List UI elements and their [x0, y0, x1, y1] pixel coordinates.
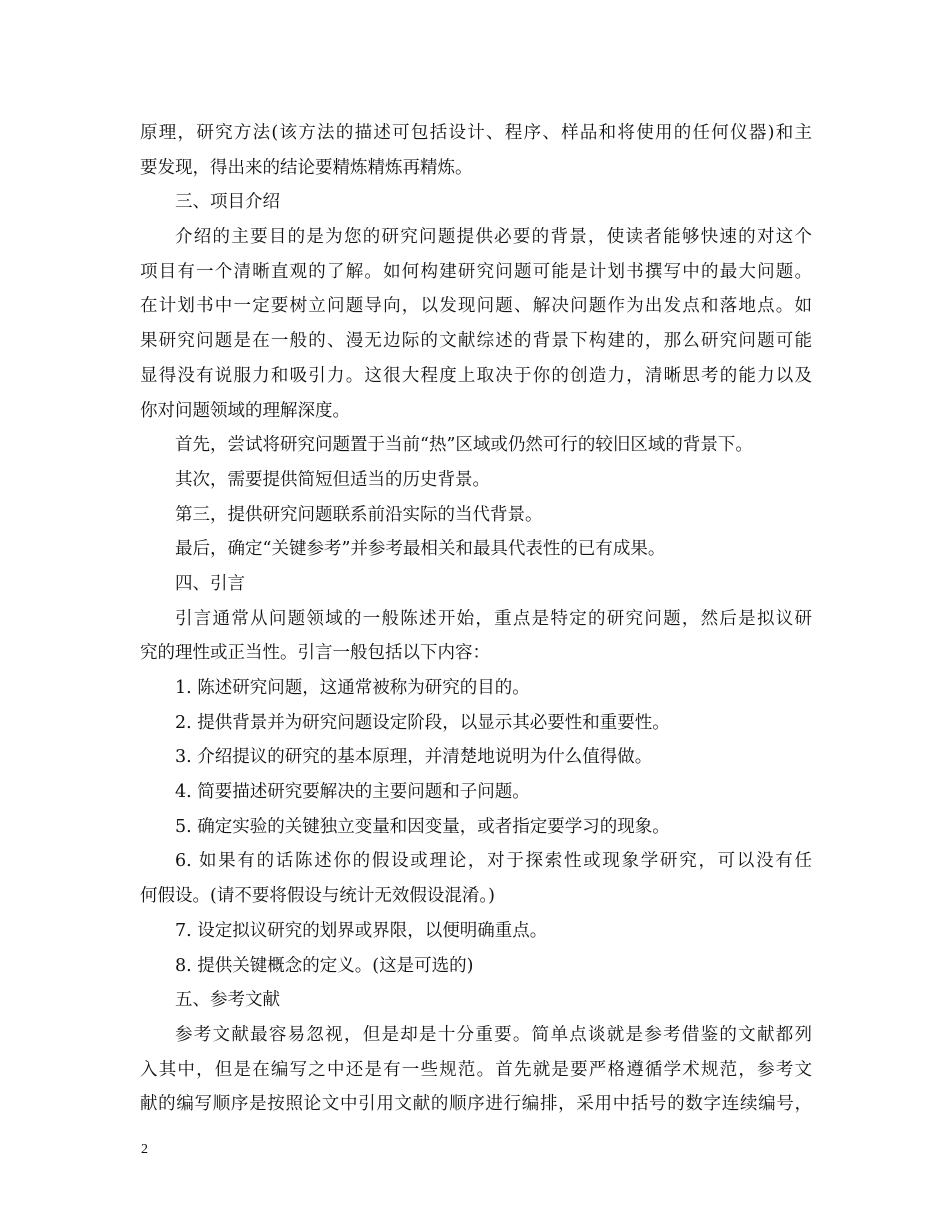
list-item: 5. 确定实验的关键独立变量和因变量，或者指定要学习的现象。 [175, 816, 670, 837]
list-item: 8. 提供关键概念的定义。(这是可选的) [175, 955, 474, 976]
text-line: 介绍的主要目的是为您的研究问题提供必要的背景，使读者能够快速的对这个 [175, 227, 812, 248]
text-line: 原理，研究方法(该方法的描述可包括设计、程序、样品和将使用的任何仪器)和主 [140, 123, 812, 143]
page-number: 2 [141, 1142, 148, 1157]
list-item: 1. 陈述研究问题，这通常被称为研究的目的。 [175, 678, 530, 698]
text-line: 究的理性或正当性。引言一般包括以下内容： [140, 643, 490, 664]
list-item: 6. 如果有的话陈述你的假设或理论，对于探索性或现象学研究，可以没有任 [175, 851, 812, 872]
text-line: 何假设。(请不要将假设与统计无效假设混淆。) [140, 886, 495, 907]
list-item: 7. 设定拟议研究的划界或界限，以便明确重点。 [175, 920, 548, 941]
section-heading: 四、引言 [175, 573, 245, 594]
text-line: 你对问题领域的理解深度。 [140, 400, 350, 421]
text-line: 最后，确定“关键参考”并参考最相关和最具代表性的已有成果。 [175, 539, 666, 560]
text-line: 引言通常从问题领域的一般陈述开始，重点是特定的研究问题，然后是拟议研 [175, 608, 812, 629]
section-heading: 五、参考文献 [175, 990, 280, 1011]
text-line: 参考文献最容易忽视，但是却是十分重要。简单点谈就是参考借鉴的文献都列 [175, 1024, 812, 1045]
text-line: 其次，需要提供简短但适当的历史背景。 [175, 469, 490, 490]
list-item: 4. 简要描述研究要解决的主要问题和子问题。 [175, 782, 530, 803]
text-line: 果研究问题是在一般的、漫无边际的文献综述的背景下构建的，那么研究问题可能 [140, 331, 812, 352]
text-line: 要发现，得出来的结论要精炼精炼再精炼。 [140, 157, 473, 178]
text-line: 项目有一个清晰直观的了解。如何构建研究问题可能是计划书撰写中的最大问题。 [140, 261, 812, 282]
list-item: 3. 介绍提议的研究的基本原理，并清楚地说明为什么值得做。 [175, 747, 653, 768]
text-line: 首先，尝试将研究问题置于当前“热”区域或仍然可行的较旧区域的背景下。 [175, 435, 753, 456]
section-heading: 三、项目介绍 [175, 192, 280, 213]
body-text [140, 116, 812, 1122]
text-line: 在计划书中一定要树立问题导向，以发现问题、解决问题作为出发点和落地点。如 [140, 296, 812, 317]
text-line: 显得没有说服力和吸引力。这很大程度上取决于你的创造力，清晰思考的能力以及 [140, 365, 812, 386]
text-line: 献的编写顺序是按照论文中引用文献的顺序进行编排，采用中括号的数字连续编号， [140, 1094, 812, 1115]
text-line: 入其中，但是在编写之中还是有一些规范。首先就是要严格遵循学术规范，参考文 [140, 1059, 812, 1080]
text-line: 第三，提供研究问题联系前沿实际的当代背景。 [175, 504, 543, 525]
list-item: 2. 提供背景并为研究问题设定阶段，以显示其必要性和重要性。 [175, 712, 670, 733]
